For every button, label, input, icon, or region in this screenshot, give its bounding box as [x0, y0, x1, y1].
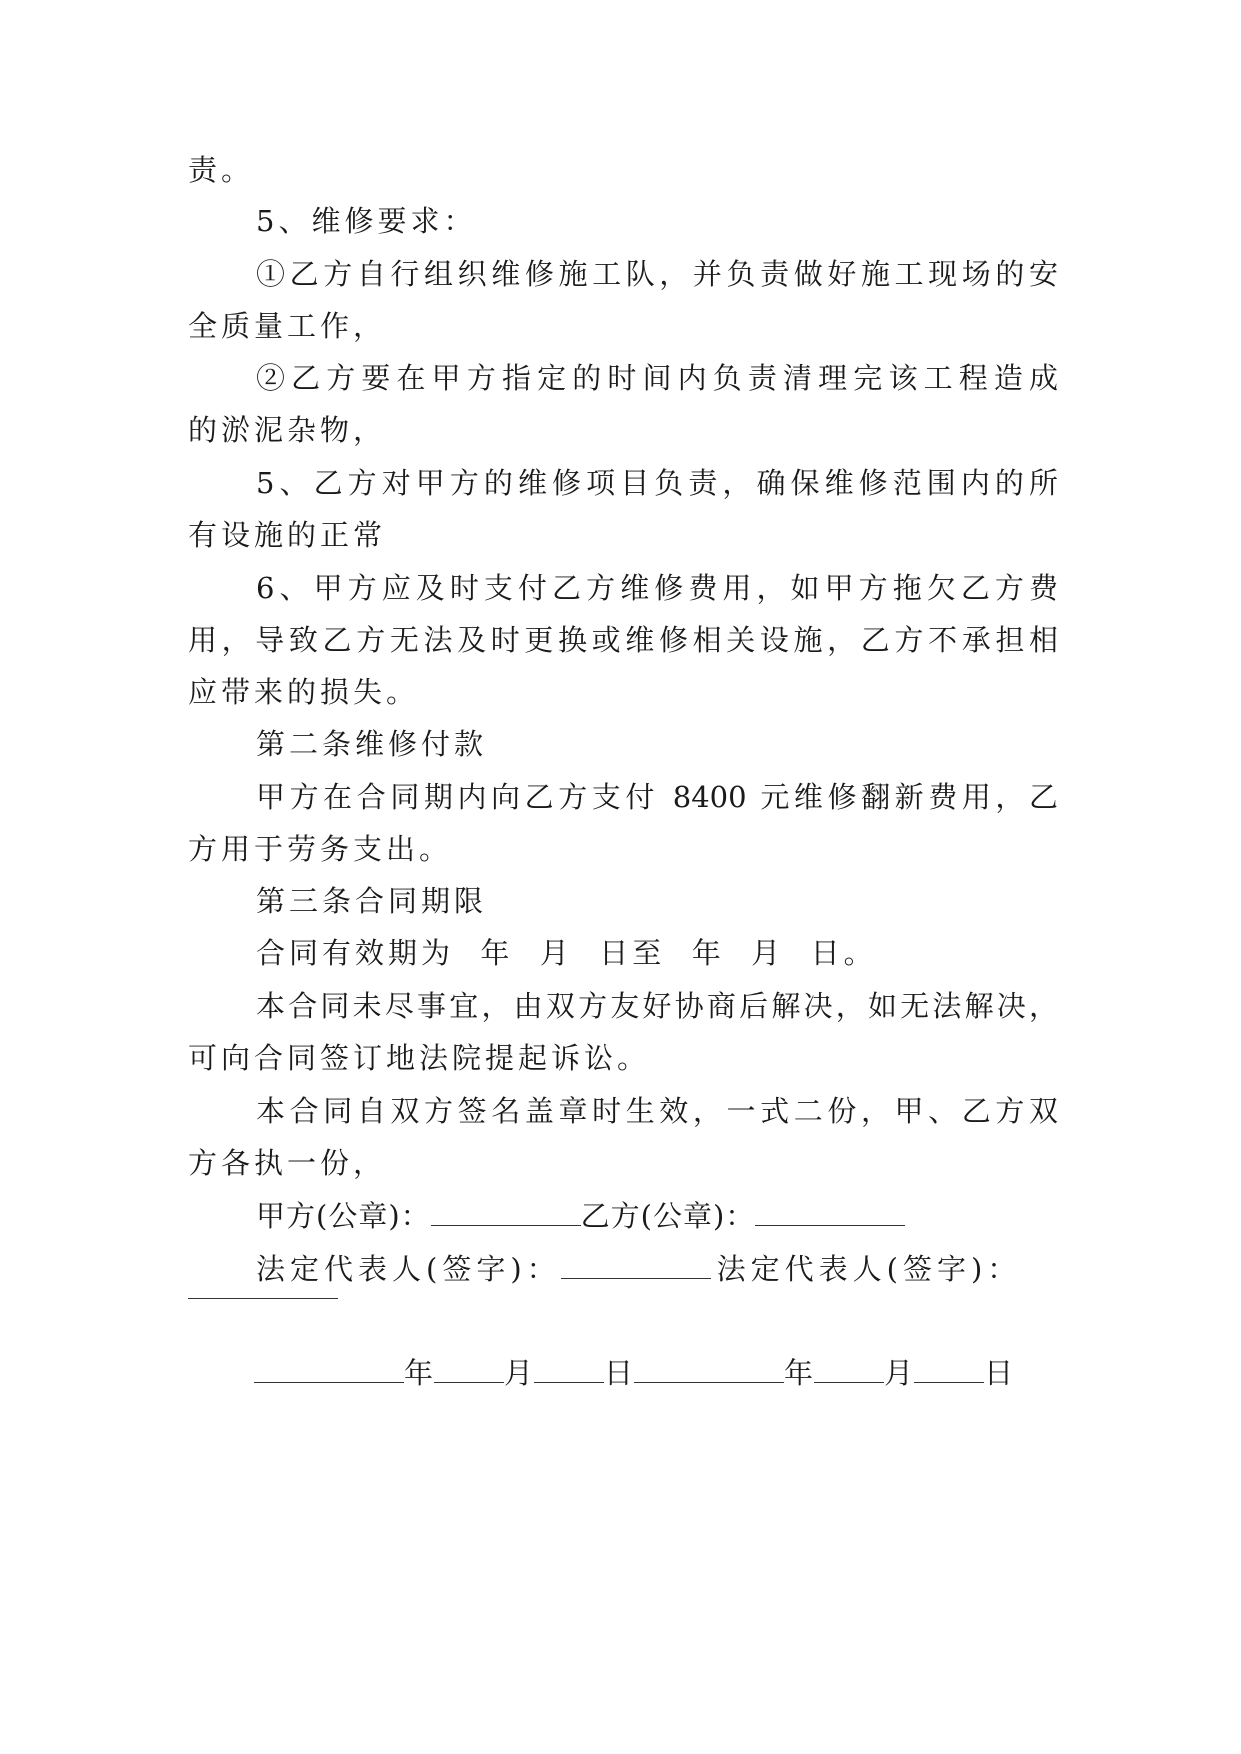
- date-a-year-blank: [254, 1352, 404, 1383]
- date-a-day-blank: [534, 1352, 604, 1383]
- date-line: [254, 1352, 1056, 1393]
- rep-a-label: 法定代表人(签字)：: [256, 1252, 561, 1286]
- paragraph-line: ②乙方要在甲方指定的时间内负责清理完该工程造成: [256, 361, 1058, 395]
- paragraph-line: 方用于劳务支出。: [188, 832, 453, 866]
- date-a-year-label: 年: [404, 1356, 435, 1390]
- paragraph-line: 5、维修要求：: [256, 204, 477, 238]
- date-a-month-label: 月: [504, 1356, 535, 1390]
- party-a-seal-label: 甲方(公章)：: [256, 1199, 431, 1233]
- rep-b-blank: [188, 1298, 338, 1299]
- paragraph-line: 责。: [188, 153, 255, 187]
- date-b-month-label: 月: [884, 1356, 915, 1390]
- date-b-day-label: 日: [984, 1356, 1015, 1390]
- section-heading: 第三条合同期限: [256, 884, 488, 918]
- paragraph-line: 应带来的损失。: [188, 675, 420, 709]
- paragraph-line: 5、乙方对甲方的维修项目负责，确保维修范围内的所: [256, 466, 1058, 500]
- paragraph-line: 用，导致乙方无法及时更换或维修相关设施，乙方不承担相: [188, 623, 1058, 657]
- rep-b-label: 法定代表人(签字)：: [716, 1252, 1022, 1286]
- seal-line: [256, 1195, 1058, 1236]
- paragraph-line: 有设施的正常: [188, 518, 387, 552]
- date-a-month-blank: [434, 1352, 504, 1383]
- representative-line: [256, 1248, 1058, 1289]
- section-heading: 第二条维修付款: [256, 727, 488, 761]
- paragraph-line: 本合同未尽事宜，由双方友好协商后解决，如无法解决，: [256, 989, 1058, 1023]
- date-a-day-label: 日: [604, 1356, 635, 1390]
- paragraph-line: 6、甲方应及时支付乙方维修费用，如甲方拖欠乙方费: [256, 571, 1058, 605]
- party-a-seal-blank: [431, 1195, 581, 1226]
- paragraph-line: ①乙方自行组织维修施工队，并负责做好施工现场的安: [256, 257, 1058, 291]
- party-b-seal-blank: [755, 1195, 905, 1226]
- paragraph-line: 甲方在合同期内向乙方支付 8400 元维修翻新费用，乙: [256, 780, 1058, 814]
- paragraph-line: 的淤泥杂物，: [188, 413, 387, 447]
- rep-a-blank: [561, 1248, 711, 1279]
- paragraph-line: 方各执一份，: [188, 1146, 387, 1180]
- date-b-year-label: 年: [784, 1356, 815, 1390]
- date-b-month-blank: [814, 1352, 884, 1383]
- paragraph-line: 合同有效期为 年 月 日至 年 月 日。: [256, 936, 877, 970]
- party-b-seal-label: 乙方(公章)：: [580, 1199, 756, 1233]
- date-b-day-blank: [914, 1352, 984, 1383]
- paragraph-line: 本合同自双方签名盖章时生效，一式二份，甲、乙方双: [256, 1094, 1058, 1128]
- paragraph-line: 全质量工作，: [188, 309, 387, 343]
- paragraph-line: 可向合同签订地法院提起诉讼。: [188, 1041, 651, 1075]
- date-b-year-blank: [634, 1352, 784, 1383]
